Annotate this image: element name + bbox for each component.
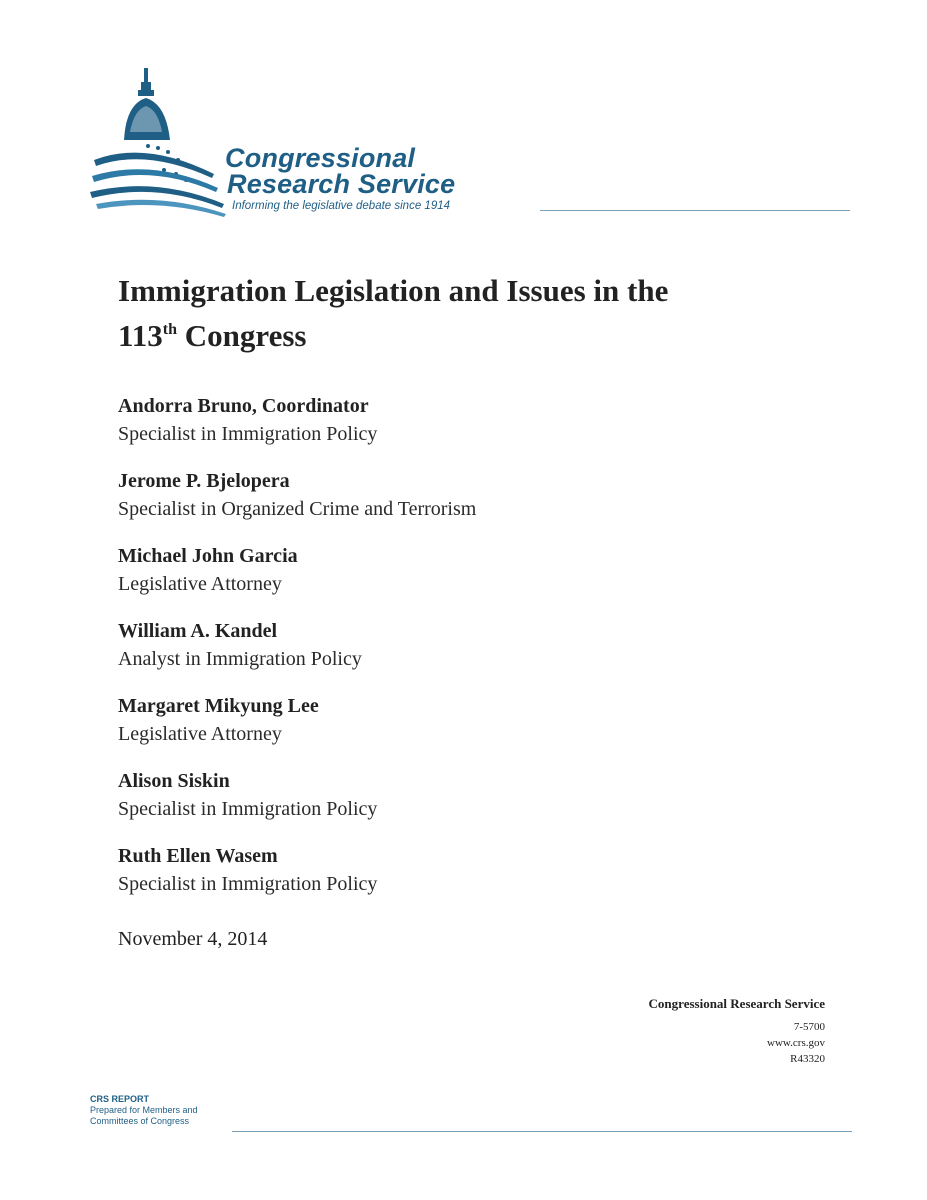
author-role: Specialist in Organized Crime and Terrorism [118,498,477,520]
author-entry [118,767,718,842]
author-role: Specialist in Immigration Policy [118,873,378,895]
logo-name-line2: Research Service [227,169,456,199]
title-rest: Congress [177,318,307,353]
crs-report-number: R43320 [790,1053,825,1065]
title-line1: Immigration Legislation and Issues in the [118,273,669,308]
report-title [118,268,818,358]
author-role: Legislative Attorney [118,573,282,595]
crs-report-label [90,1094,198,1127]
title-number: 113 [118,318,163,353]
title-suffix: th [162,321,178,338]
author-entry [118,842,718,917]
crs-info-block [649,995,825,1067]
author-name: Alison Siskin [118,770,230,792]
author-entry [118,542,718,617]
author-role: Specialist in Immigration Policy [118,798,378,820]
author-entry [118,692,718,767]
crs-logo [86,62,526,222]
author-name: Margaret Mikyung Lee [118,695,319,717]
crs-code: 7-5700 [793,1021,825,1033]
author-entry [118,467,718,542]
author-role: Legislative Attorney [118,723,282,745]
author-name: William A. Kandel [118,620,278,642]
author-name: Ruth Ellen Wasem [118,845,278,867]
author-name: Andorra Bruno, Coordinator [118,395,369,417]
author-name: Jerome P. Bjelopera [118,470,290,492]
logo-name-line1: Congressional [225,143,416,173]
report-label-title: CRS REPORT [90,1094,150,1104]
logo-tagline: Informing the legislative debate since 1914 [232,200,451,212]
crs-org-name: Congressional Research Service [648,996,825,1011]
report-label-line1: Prepared for Members and [90,1105,198,1115]
author-name: Michael John Garcia [118,545,298,567]
capitol-dome-icon [86,62,236,217]
author-list [118,392,718,917]
author-entry [118,617,718,692]
crs-url: www.crs.gov [767,1037,825,1049]
report-label-line2: Committees of Congress [90,1116,190,1126]
footer-divider [232,1131,852,1132]
header-divider [540,210,850,211]
author-entry [118,392,718,467]
author-role: Specialist in Immigration Policy [118,423,378,445]
author-role: Analyst in Immigration Policy [118,648,362,670]
report-date: November 4, 2014 [118,928,268,950]
